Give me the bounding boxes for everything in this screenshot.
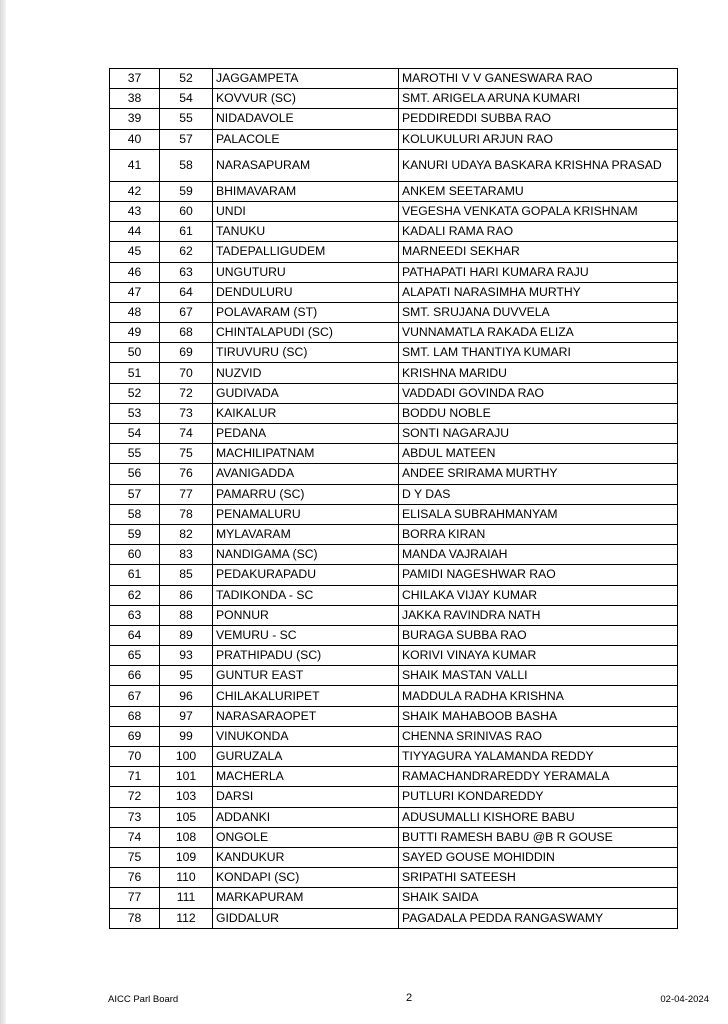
constituency-number-cell: 61 <box>160 222 213 242</box>
constituency-name-cell: PRATHIPADU (SC) <box>213 646 399 666</box>
table-row <box>110 908 678 928</box>
constituency-name-cell: NUZVID <box>213 363 399 383</box>
table-row <box>110 767 678 787</box>
constituency-name-cell: KAIKALUR <box>213 403 399 423</box>
candidate-name-cell: ADUSUMALLI KISHORE BABU <box>399 807 678 827</box>
constituency-name-cell: CHINTALAPUDI (SC) <box>213 323 399 343</box>
constituency-number-cell: 70 <box>160 363 213 383</box>
constituency-name-cell: UNDI <box>213 201 399 221</box>
serial-number-cell: 51 <box>110 363 160 383</box>
candidate-name-cell: ELISALA SUBRAHMANYAM <box>399 504 678 524</box>
candidate-name-cell: SHAIK MASTAN VALLI <box>399 666 678 686</box>
table-row <box>110 787 678 807</box>
table-row <box>110 403 678 423</box>
serial-number-cell: 48 <box>110 302 160 322</box>
serial-number-cell: 62 <box>110 585 160 605</box>
constituency-number-cell: 78 <box>160 504 213 524</box>
serial-number-cell: 40 <box>110 129 160 149</box>
constituency-name-cell: KOVVUR (SC) <box>213 89 399 109</box>
candidate-name-cell: SONTI NAGARAJU <box>399 424 678 444</box>
constituency-number-cell: 76 <box>160 464 213 484</box>
serial-number-cell: 38 <box>110 89 160 109</box>
constituency-name-cell: TANUKU <box>213 222 399 242</box>
table-row <box>110 747 678 767</box>
constituency-number-cell: 74 <box>160 424 213 444</box>
serial-number-cell: 53 <box>110 403 160 423</box>
constituency-name-cell: MYLAVARAM <box>213 524 399 544</box>
serial-number-cell: 70 <box>110 747 160 767</box>
serial-number-cell: 69 <box>110 726 160 746</box>
table-row <box>110 69 678 89</box>
table-row <box>110 807 678 827</box>
constituency-number-cell: 103 <box>160 787 213 807</box>
candidate-name-cell: ANDEE SRIRAMA MURTHY <box>399 464 678 484</box>
constituency-number-cell: 68 <box>160 323 213 343</box>
serial-number-cell: 42 <box>110 181 160 201</box>
constituency-name-cell: UNGUTURU <box>213 262 399 282</box>
table-row <box>110 868 678 888</box>
serial-number-cell: 76 <box>110 868 160 888</box>
table-row <box>110 888 678 908</box>
table-row <box>110 383 678 403</box>
candidate-name-cell: KOLUKULURI ARJUN RAO <box>399 129 678 149</box>
serial-number-cell: 77 <box>110 888 160 908</box>
serial-number-cell: 72 <box>110 787 160 807</box>
candidate-name-cell: KADALI RAMA RAO <box>399 222 678 242</box>
constituency-number-cell: 62 <box>160 242 213 262</box>
constituency-name-cell: TADEPALLIGUDEM <box>213 242 399 262</box>
table-row <box>110 262 678 282</box>
constituency-number-cell: 55 <box>160 109 213 129</box>
candidate-name-cell: SRIPATHI SATEESH <box>399 868 678 888</box>
serial-number-cell: 50 <box>110 343 160 363</box>
table-row <box>110 484 678 504</box>
serial-number-cell: 56 <box>110 464 160 484</box>
candidate-table-body <box>110 69 678 929</box>
constituency-name-cell: MACHILIPATNAM <box>213 444 399 464</box>
constituency-number-cell: 110 <box>160 868 213 888</box>
constituency-number-cell: 86 <box>160 585 213 605</box>
candidate-name-cell: KORIVI VINAYA KUMAR <box>399 646 678 666</box>
serial-number-cell: 71 <box>110 767 160 787</box>
constituency-name-cell: PENAMALURU <box>213 504 399 524</box>
candidate-name-cell: SHAIK MAHABOOB BASHA <box>399 706 678 726</box>
constituency-number-cell: 88 <box>160 605 213 625</box>
serial-number-cell: 55 <box>110 444 160 464</box>
table-row <box>110 605 678 625</box>
candidate-name-cell: CHILAKA VIJAY KUMAR <box>399 585 678 605</box>
constituency-number-cell: 73 <box>160 403 213 423</box>
candidate-name-cell: RAMACHANDRAREDDY YERAMALA <box>399 767 678 787</box>
candidate-name-cell: SMT. ARIGELA ARUNA KUMARI <box>399 89 678 109</box>
serial-number-cell: 75 <box>110 847 160 867</box>
serial-number-cell: 49 <box>110 323 160 343</box>
table-row <box>110 646 678 666</box>
serial-number-cell: 78 <box>110 908 160 928</box>
constituency-name-cell: GIDDALUR <box>213 908 399 928</box>
constituency-name-cell: KANDUKUR <box>213 847 399 867</box>
table-row <box>110 282 678 302</box>
serial-number-cell: 65 <box>110 646 160 666</box>
table-row <box>110 323 678 343</box>
constituency-number-cell: 96 <box>160 686 213 706</box>
constituency-number-cell: 95 <box>160 666 213 686</box>
constituency-number-cell: 99 <box>160 726 213 746</box>
constituency-name-cell: VINUKONDA <box>213 726 399 746</box>
constituency-name-cell: BHIMAVARAM <box>213 181 399 201</box>
serial-number-cell: 43 <box>110 201 160 221</box>
serial-number-cell: 61 <box>110 565 160 585</box>
table-row <box>110 686 678 706</box>
serial-number-cell: 68 <box>110 706 160 726</box>
constituency-number-cell: 69 <box>160 343 213 363</box>
candidate-name-cell: BODDU NOBLE <box>399 403 678 423</box>
table-row <box>110 201 678 221</box>
serial-number-cell: 37 <box>110 69 160 89</box>
table-row <box>110 585 678 605</box>
constituency-number-cell: 83 <box>160 545 213 565</box>
constituency-name-cell: ONGOLE <box>213 827 399 847</box>
constituency-number-cell: 101 <box>160 767 213 787</box>
candidate-name-cell: MANDA VAJRAIAH <box>399 545 678 565</box>
candidate-name-cell: MADDULA RADHA KRISHNA <box>399 686 678 706</box>
constituency-number-cell: 57 <box>160 129 213 149</box>
constituency-name-cell: PALACOLE <box>213 129 399 149</box>
table-row <box>110 545 678 565</box>
candidate-name-cell: KANURI UDAYA BASKARA KRISHNA PRASAD <box>399 149 678 181</box>
constituency-number-cell: 105 <box>160 807 213 827</box>
constituency-number-cell: 93 <box>160 646 213 666</box>
table-row <box>110 181 678 201</box>
table-row <box>110 109 678 129</box>
table-row <box>110 149 678 181</box>
serial-number-cell: 58 <box>110 504 160 524</box>
table-row <box>110 504 678 524</box>
candidate-name-cell: PATHAPATI HARI KUMARA RAJU <box>399 262 678 282</box>
constituency-name-cell: PAMARRU (SC) <box>213 484 399 504</box>
candidate-name-cell: VEGESHA VENKATA GOPALA KRISHNAM <box>399 201 678 221</box>
constituency-name-cell: POLAVARAM (ST) <box>213 302 399 322</box>
constituency-name-cell: AVANIGADDA <box>213 464 399 484</box>
table-row <box>110 343 678 363</box>
serial-number-cell: 44 <box>110 222 160 242</box>
constituency-number-cell: 64 <box>160 282 213 302</box>
constituency-name-cell: NANDIGAMA (SC) <box>213 545 399 565</box>
candidate-name-cell: CHENNA SRINIVAS RAO <box>399 726 678 746</box>
table-row <box>110 464 678 484</box>
candidate-name-cell: BURAGA SUBBA RAO <box>399 625 678 645</box>
serial-number-cell: 67 <box>110 686 160 706</box>
constituency-number-cell: 72 <box>160 383 213 403</box>
constituency-number-cell: 82 <box>160 524 213 544</box>
constituency-name-cell: TADIKONDA - SC <box>213 585 399 605</box>
constituency-number-cell: 108 <box>160 827 213 847</box>
table-row <box>110 363 678 383</box>
serial-number-cell: 59 <box>110 524 160 544</box>
constituency-name-cell: PEDANA <box>213 424 399 444</box>
serial-number-cell: 74 <box>110 827 160 847</box>
serial-number-cell: 60 <box>110 545 160 565</box>
constituency-name-cell: CHILAKALURIPET <box>213 686 399 706</box>
serial-number-cell: 46 <box>110 262 160 282</box>
constituency-name-cell: PONNUR <box>213 605 399 625</box>
constituency-number-cell: 59 <box>160 181 213 201</box>
serial-number-cell: 47 <box>110 282 160 302</box>
serial-number-cell: 39 <box>110 109 160 129</box>
constituency-number-cell: 67 <box>160 302 213 322</box>
constituency-number-cell: 100 <box>160 747 213 767</box>
candidate-name-cell: JAKKA RAVINDRA NATH <box>399 605 678 625</box>
constituency-name-cell: MARKAPURAM <box>213 888 399 908</box>
constituency-number-cell: 89 <box>160 625 213 645</box>
constituency-name-cell: GUDIVADA <box>213 383 399 403</box>
candidate-name-cell: PUTLURI KONDAREDDY <box>399 787 678 807</box>
constituency-name-cell: DARSI <box>213 787 399 807</box>
constituency-name-cell: ADDANKI <box>213 807 399 827</box>
candidate-list-table <box>109 68 678 929</box>
candidate-name-cell: VADDADI GOVINDA RAO <box>399 383 678 403</box>
candidate-name-cell: MAROTHI V V GANESWARA RAO <box>399 69 678 89</box>
serial-number-cell: 63 <box>110 605 160 625</box>
candidate-name-cell: BORRA KIRAN <box>399 524 678 544</box>
constituency-name-cell: GUNTUR EAST <box>213 666 399 686</box>
candidate-name-cell: SMT. SRUJANA DUVVELA <box>399 302 678 322</box>
serial-number-cell: 66 <box>110 666 160 686</box>
candidate-name-cell: KRISHNA MARIDU <box>399 363 678 383</box>
constituency-number-cell: 60 <box>160 201 213 221</box>
constituency-number-cell: 109 <box>160 847 213 867</box>
footer-date: 02-04-2024 <box>660 994 709 1005</box>
constituency-name-cell: TIRUVURU (SC) <box>213 343 399 363</box>
constituency-name-cell: VEMURU - SC <box>213 625 399 645</box>
table-row <box>110 847 678 867</box>
table-row <box>110 89 678 109</box>
candidate-name-cell: PEDDIREDDI SUBBA RAO <box>399 109 678 129</box>
candidate-name-cell: MARNEEDI SEKHAR <box>399 242 678 262</box>
candidate-name-cell: PAGADALA PEDDA RANGASWAMY <box>399 908 678 928</box>
table-row <box>110 242 678 262</box>
constituency-name-cell: KONDAPI (SC) <box>213 868 399 888</box>
constituency-name-cell: NARASAPURAM <box>213 149 399 181</box>
page-edge-shadow <box>0 0 6 1024</box>
constituency-number-cell: 97 <box>160 706 213 726</box>
footer-page-number: 2 <box>406 992 413 1004</box>
candidate-name-cell: SAYED GOUSE MOHIDDIN <box>399 847 678 867</box>
candidate-name-cell: PAMIDI NAGESHWAR RAO <box>399 565 678 585</box>
constituency-number-cell: 75 <box>160 444 213 464</box>
constituency-name-cell: GURUZALA <box>213 747 399 767</box>
constituency-name-cell: JAGGAMPETA <box>213 69 399 89</box>
candidate-name-cell: VUNNAMATLA RAKADA ELIZA <box>399 323 678 343</box>
table-row <box>110 666 678 686</box>
constituency-name-cell: DENDULURU <box>213 282 399 302</box>
table-row <box>110 565 678 585</box>
table-row <box>110 222 678 242</box>
constituency-number-cell: 54 <box>160 89 213 109</box>
serial-number-cell: 52 <box>110 383 160 403</box>
table-row <box>110 129 678 149</box>
candidate-name-cell: ANKEM SEETARAMU <box>399 181 678 201</box>
constituency-number-cell: 77 <box>160 484 213 504</box>
candidate-name-cell: SHAIK SAIDA <box>399 888 678 908</box>
constituency-number-cell: 52 <box>160 69 213 89</box>
serial-number-cell: 73 <box>110 807 160 827</box>
constituency-number-cell: 85 <box>160 565 213 585</box>
constituency-name-cell: NARASARAOPET <box>213 706 399 726</box>
footer-organization: AICC Parl Board <box>108 994 179 1005</box>
candidate-name-cell: SMT. LAM THANTIYA KUMARI <box>399 343 678 363</box>
constituency-number-cell: 63 <box>160 262 213 282</box>
candidate-name-cell: D Y DAS <box>399 484 678 504</box>
constituency-number-cell: 111 <box>160 888 213 908</box>
candidate-name-cell: ALAPATI NARASIMHA MURTHY <box>399 282 678 302</box>
serial-number-cell: 45 <box>110 242 160 262</box>
serial-number-cell: 57 <box>110 484 160 504</box>
constituency-name-cell: MACHERLA <box>213 767 399 787</box>
table-row <box>110 625 678 645</box>
constituency-name-cell: PEDAKURAPADU <box>213 565 399 585</box>
serial-number-cell: 41 <box>110 149 160 181</box>
table-row <box>110 524 678 544</box>
constituency-number-cell: 112 <box>160 908 213 928</box>
constituency-name-cell: NIDADAVOLE <box>213 109 399 129</box>
constituency-number-cell: 58 <box>160 149 213 181</box>
serial-number-cell: 54 <box>110 424 160 444</box>
table-row <box>110 827 678 847</box>
serial-number-cell: 64 <box>110 625 160 645</box>
candidate-name-cell: BUTTI RAMESH BABU @B R GOUSE <box>399 827 678 847</box>
table-row <box>110 706 678 726</box>
table-row <box>110 726 678 746</box>
candidate-name-cell: TIYYAGURA YALAMANDA REDDY <box>399 747 678 767</box>
table-row <box>110 302 678 322</box>
table-row <box>110 424 678 444</box>
table-row <box>110 444 678 464</box>
candidate-name-cell: ABDUL MATEEN <box>399 444 678 464</box>
